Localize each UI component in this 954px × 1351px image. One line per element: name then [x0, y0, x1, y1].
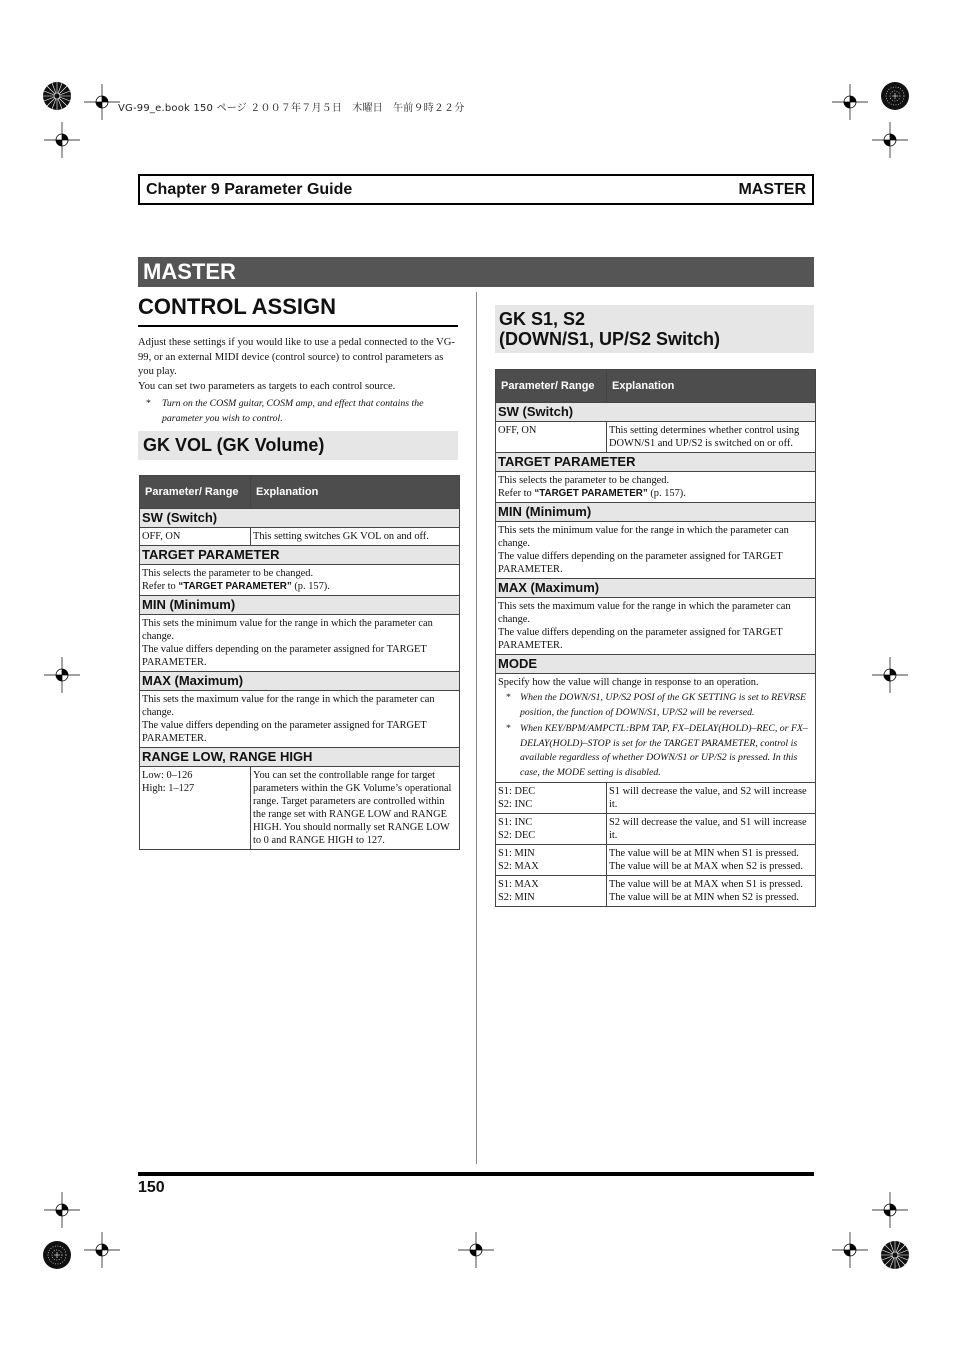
table-section-row [140, 672, 460, 691]
explanation-line: The value differs depending on the parameter assigned for TARGET PARAMETER. [498, 551, 783, 575]
section-title: SW (Switch) [496, 403, 816, 422]
range-line: S1: DEC [498, 786, 536, 797]
section-title: MODE [496, 655, 816, 674]
crosshair-mark-icon [458, 1232, 494, 1268]
explanation-line: The value will be at MAX when S1 is pressed. [609, 879, 803, 890]
crosshair-mark-icon [84, 84, 120, 120]
crosshair-mark-icon [832, 1232, 868, 1268]
mode-note-text: When the DOWN/S1, UP/S2 POSI of the GK SETTING is set to REVRSE position, the function of DOWN/S1, UP/S2 will be reversed. [520, 692, 806, 718]
table-row [496, 783, 816, 814]
section-title: MIN (Minimum) [496, 503, 816, 522]
section-title: MAX (Maximum) [140, 672, 460, 691]
explanation-line: This sets the maximum value for the range in which the parameter can change. [142, 694, 435, 718]
crosshair-mark-icon [84, 1232, 120, 1268]
range-cell [496, 845, 607, 876]
explanation-cell: This setting determines whether control using DOWN/S1 and UP/S2 is switched on or off. [607, 422, 816, 453]
heading-rule [138, 325, 458, 327]
range-cell [496, 876, 607, 907]
header-explanation: Explanation [607, 370, 816, 403]
explanation-line [498, 487, 813, 500]
intro-paragraph: Adjust these settings if you would like to use a pedal connected to the VG-99, or an external MIDI device (control source) to control parameters as you play. [138, 337, 455, 377]
table-row [496, 814, 816, 845]
book-file-line: VG-99_e.book 150 ページ ２００７年７月５日 木曜日 午前９時２２分 [118, 103, 465, 114]
control-assign-intro [138, 336, 458, 426]
explanation-cell [607, 783, 816, 814]
explanation-line [142, 580, 457, 593]
range-line: S1: MAX [498, 879, 539, 890]
mode-note: * When the DOWN/S1, UP/S2 POSI of the GK SETTING is set to REVRSE position, the function of DOWN/S1, UP/S2 will be reversed. [506, 692, 806, 718]
table-section-row [140, 748, 460, 767]
explanation-cell [607, 876, 816, 907]
refer-text: Refer to [142, 581, 179, 592]
explanation-line: The value differs depending on the parameter assigned for TARGET PARAMETER. [498, 627, 783, 651]
section-title: MAX (Maximum) [496, 579, 816, 598]
table-row [496, 522, 816, 579]
gk-s1s2-heading [499, 309, 720, 349]
table-row [140, 615, 460, 672]
explanation-line: The value will be at MIN when S1 is pressed. [609, 848, 799, 859]
crosshair-mark-icon [832, 84, 868, 120]
intro-note-text: Turn on the COSM guitar, COSM amp, and effect that contains the parameter you wish to control. [162, 398, 424, 424]
registration-disc-icon [42, 1240, 72, 1270]
explanation-cell [140, 565, 460, 596]
explanation-cell [607, 814, 816, 845]
explanation-line: This sets the minimum value for the range in which the parameter can change. [142, 618, 433, 642]
table-row [140, 767, 460, 850]
chapter-header [138, 174, 814, 205]
target-parameter-ref: “TARGET PARAMETER” [534, 488, 648, 499]
section-title: RANGE LOW, RANGE HIGH [140, 748, 460, 767]
range-line: High: 1–127 [142, 783, 195, 794]
explanation-line: S2 will decrease the value, and S1 will increase it. [609, 817, 807, 841]
section-banner [138, 257, 814, 287]
range-line: S2: DEC [498, 830, 536, 841]
explanation-line: This selects the parameter to be changed. [142, 568, 314, 579]
crosshair-mark-icon [872, 1192, 908, 1228]
range-cell: OFF, ON [140, 528, 251, 546]
column-divider [476, 292, 477, 1164]
intro-note: * Turn on the COSM guitar, COSM amp, and effect that contains the parameter you wish to control. [146, 398, 424, 424]
explanation-cell [496, 472, 816, 503]
target-parameter-ref: “TARGET PARAMETER” [178, 581, 292, 592]
table-row [140, 691, 460, 748]
table-header-row [140, 476, 460, 509]
explanation-cell: You can set the controllable range for target parameters within the GK Volume’s operational range. Target parameters are controlled within the range set with RANGE LOW and RANGE HIGH. You should normally set RANGE LOW to 0 and RANGE HIGH to 127. [251, 767, 460, 850]
range-cell [140, 767, 251, 850]
crosshair-mark-icon [872, 122, 908, 158]
intro-paragraph: You can set two parameters as targets to each control source. [138, 380, 396, 392]
table-row [140, 528, 460, 546]
table-section-row [496, 503, 816, 522]
explanation-cell [607, 845, 816, 876]
table-header-row [496, 370, 816, 403]
refer-text: Refer to [498, 488, 535, 499]
gk-vol-subheading [138, 431, 458, 460]
mode-note: * When KEY/BPM/AMPCTL:BPM TAP, FX–DELAY(HOLD)–REC, or FX–DELAY(HOLD)–STOP is set for the TARGET PARAMETER, control is available regardless of whether DOWN/S1 or UP/S2 is pressed. In this case, the MODE setting is disabled. [506, 723, 808, 778]
gk-vol-heading: GK VOL (GK Volume) [143, 435, 325, 455]
explanation-line: S1 will decrease the value, and S2 will increase it. [609, 786, 807, 810]
explanation-line: The value will be at MAX when S2 is pressed. [609, 861, 803, 872]
gk-s1s2-subheading [495, 305, 814, 353]
explanation-line: This sets the minimum value for the range in which the parameter can change. [498, 525, 789, 549]
explanation-cell [496, 522, 816, 579]
explanation-cell [496, 598, 816, 655]
header-explanation: Explanation [251, 476, 460, 509]
gk-s1s2-heading-line: (DOWN/S1, UP/S2 Switch) [499, 329, 721, 349]
control-assign-heading: CONTROL ASSIGN [138, 294, 337, 319]
table-row [496, 876, 816, 907]
chapter-title: Chapter 9 Parameter Guide [146, 181, 353, 198]
header-parameter-range: Parameter/ Range [140, 476, 251, 509]
table-section-row [496, 655, 816, 674]
explanation-line: The value differs depending on the parameter assigned for TARGET PARAMETER. [142, 644, 427, 668]
section-title: TARGET PARAMETER [140, 546, 460, 565]
header-parameter-range: Parameter/ Range [496, 370, 607, 403]
explanation-line: The value will be at MIN when S2 is pressed. [609, 892, 799, 903]
table-row [496, 674, 816, 783]
section-title: SW (Switch) [140, 509, 460, 528]
explanation-cell: This setting switches GK VOL on and off. [251, 528, 460, 546]
gk-s1s2-heading-line: GK S1, S2 [499, 309, 586, 329]
range-cell [496, 783, 607, 814]
crosshair-mark-icon [44, 1192, 80, 1228]
table-row [496, 472, 816, 503]
explanation-cell [140, 691, 460, 748]
footer-rule [138, 1172, 814, 1176]
section-title: TARGET PARAMETER [496, 453, 816, 472]
table-row [496, 422, 816, 453]
table-row [496, 598, 816, 655]
table-row [140, 565, 460, 596]
page-number: 150 [138, 1179, 165, 1196]
registration-disc-icon [880, 81, 910, 111]
table-section-row [140, 546, 460, 565]
table-section-row [496, 453, 816, 472]
crosshair-mark-icon [44, 657, 80, 693]
gk-vol-table [139, 475, 460, 850]
explanation-cell [496, 674, 816, 783]
range-cell: OFF, ON [496, 422, 607, 453]
table-section-row [140, 509, 460, 528]
range-line: S1: INC [498, 817, 533, 828]
crosshair-mark-icon [872, 657, 908, 693]
section-title: MIN (Minimum) [140, 596, 460, 615]
explanation-line: This sets the maximum value for the range in which the parameter can change. [498, 601, 791, 625]
chapter-section: MASTER [738, 181, 806, 198]
table-section-row [496, 403, 816, 422]
table-row [496, 845, 816, 876]
range-line: S1: MIN [498, 848, 535, 859]
page-ref: (p. 157). [291, 581, 330, 592]
range-line: S2: INC [498, 799, 533, 810]
explanation-cell [140, 615, 460, 672]
table-section-row [496, 579, 816, 598]
banner-title: MASTER [143, 259, 236, 284]
registration-disc-icon [42, 81, 72, 111]
gk-s1s2-table [495, 369, 816, 907]
explanation-line: This selects the parameter to be changed. [498, 475, 670, 486]
range-line: S2: MAX [498, 861, 539, 872]
page-ref: (p. 157). [647, 488, 686, 499]
range-line: S2: MIN [498, 892, 535, 903]
explanation-line: The value differs depending on the parameter assigned for TARGET PARAMETER. [142, 720, 427, 744]
range-cell [496, 814, 607, 845]
table-section-row [140, 596, 460, 615]
explanation-line: Specify how the value will change in response to an operation. [498, 677, 759, 688]
range-line: Low: 0–126 [142, 770, 193, 781]
crosshair-mark-icon [44, 122, 80, 158]
registration-disc-icon [880, 1240, 910, 1270]
mode-note-text: When KEY/BPM/AMPCTL:BPM TAP, FX–DELAY(HOLD)–REC, or FX–DELAY(HOLD)–STOP is set for the TARGET PARAMETER, control is available regardless of whether DOWN/S1 or UP/S2 is pressed. In this case, the MODE setting is disabled. [520, 723, 808, 778]
